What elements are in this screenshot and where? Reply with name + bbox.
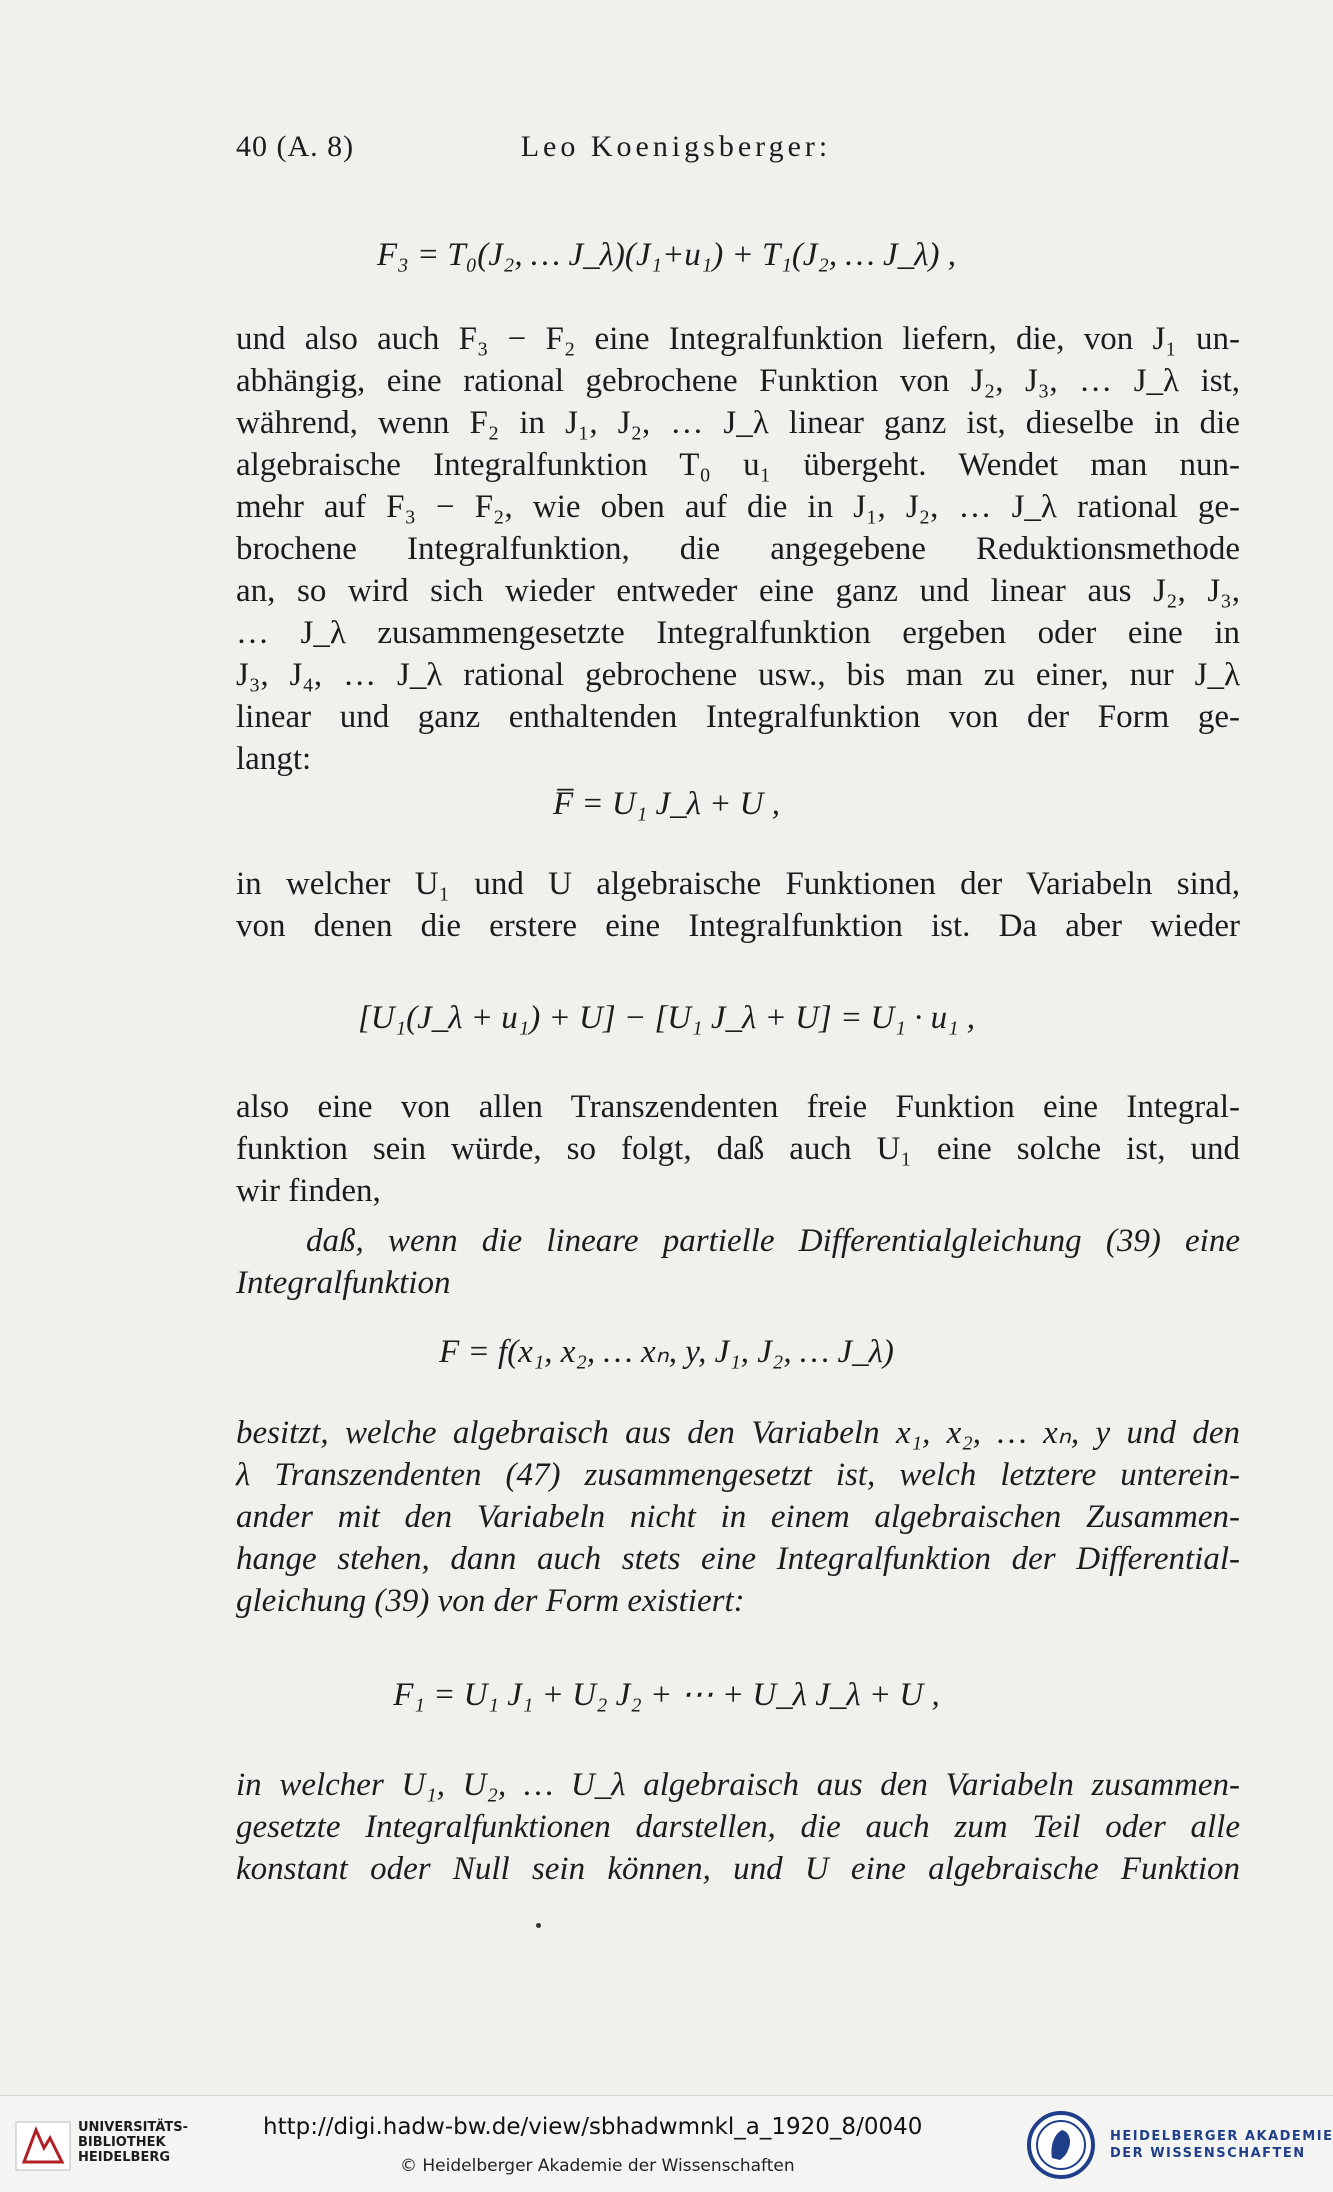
theorem-line: ander mit den Variabeln nicht in einem algebraischen Zusammen- xyxy=(236,1499,1240,1535)
library-name: UNIVERSITÄTS- BIBLIOTHEK HEIDELBERG xyxy=(78,2120,188,2165)
equation-F1: F₁ = U₁ J₁ + U₂ J₂ + ⋯ + U_λ J_λ + U , xyxy=(393,1677,940,1713)
theorem-line: besitzt, welche algebraisch aus den Variabeln x₁, x₂, … xₙ, y und den xyxy=(236,1415,1240,1451)
author-heading: Leo Koenigsberger: xyxy=(520,130,832,163)
theorem-line: hange stehen, dann auch stets eine Integralfunktion der Differential- xyxy=(236,1541,1240,1577)
paragraph-3-line: also eine von allen Transzendenten freie Funktion eine Integral- xyxy=(236,1089,1240,1125)
paragraph-1-line: und also auch F₃ − F₂ eine Integralfunktion liefern, die, von J₁ un- xyxy=(236,321,1240,357)
paragraph-1-line: linear und ganz enthaltenden Integralfunktion von der Form ge- xyxy=(236,699,1240,735)
academy-name: HEIDELBERGER AKADEMIE DER WISSENSCHAFTEN xyxy=(1110,2129,1333,2161)
theorem-line: λ Transzendenten (47) zusammengesetzt ist, welch letztere unterein- xyxy=(236,1457,1240,1493)
paragraph-1-line: brochene Integralfunktion, die angegebene Reduktionsmethode xyxy=(236,531,1240,567)
paragraph-1-line: J₃, J₄, … J_λ rational gebrochene usw., bis man zu einer, nur J_λ xyxy=(236,657,1240,693)
paragraph-1-line: langt: xyxy=(236,741,312,777)
theorem-line: gleichung (39) von der Form existiert: xyxy=(236,1583,745,1619)
theorem-line: Integralfunktion xyxy=(236,1265,451,1301)
paragraph-3-line: wir finden, xyxy=(236,1173,381,1209)
copyright-notice: © Heidelberger Akademie der Wissenschaften xyxy=(400,2156,795,2176)
paragraph-1-line: algebraische Integralfunktion T₀ u₁ übergeht. Wendet man nun- xyxy=(236,447,1240,483)
theorem-line: konstant oder Null sein können, und U eine algebraische Funktion xyxy=(236,1851,1240,1887)
paragraph-2-line: von denen die erstere eine Integralfunktion ist. Da aber wieder xyxy=(236,908,1240,944)
paragraph-3-line: funktion sein würde, so folgt, daß auch U₁ eine solche ist, und xyxy=(236,1131,1240,1167)
equation-fbar: F̅ = U₁ J_λ + U , xyxy=(552,786,781,822)
theorem-line: in welcher U₁, U₂, … U_λ algebraisch aus den Variabeln zusammen- xyxy=(236,1767,1240,1803)
page-number: 40 (A. 8) xyxy=(236,130,355,163)
equation-F: F = f(x₁, x₂, … xₙ, y, J₁, J₂, … J_λ) xyxy=(439,1334,894,1370)
academy-seal-icon xyxy=(1026,2110,1096,2180)
theorem-line: daß, wenn die lineare partielle Differentialgleichung (39) eine xyxy=(306,1223,1240,1259)
theorem-line: gesetzte Integralfunktionen darstellen, die auch zum Teil oder alle xyxy=(236,1809,1240,1845)
paragraph-1-line: während, wenn F₂ in J₁, J₂, … J_λ linear ganz ist, dieselbe in die xyxy=(236,405,1240,441)
paragraph-1-line: mehr auf F₃ − F₂, wie oben auf die in J₁, J₂, … J_λ rational ge- xyxy=(236,489,1240,525)
paragraph-2-line: in welcher U₁ und U algebraische Funktionen der Variabeln sind, xyxy=(236,866,1240,902)
viewer-footer xyxy=(0,2095,1333,2192)
equation-difference: [U₁(J_λ + u₁) + U] − [U₁ J_λ + U] = U₁ · u₁ , xyxy=(357,1000,976,1036)
print-speck xyxy=(536,1923,541,1928)
permalink-url[interactable]: http://digi.hadw-bw.de/view/sbhadwmnkl_a_1920_8/0040 xyxy=(263,2114,923,2140)
equation-f3: F₃ = T₀(J₂, … J_λ)(J₁+u₁) + T₁(J₂, … J_λ) , xyxy=(377,237,956,273)
paragraph-1-line: abhängig, eine rational gebrochene Funktion von J₂, J₃, … J_λ ist, xyxy=(236,363,1240,399)
paragraph-1-line: an, so wird sich wieder entweder eine ganz und linear aus J₂, J₃, xyxy=(236,573,1240,609)
paragraph-1-line: … J_λ zusammengesetzte Integralfunktion ergeben oder eine in xyxy=(236,615,1240,651)
